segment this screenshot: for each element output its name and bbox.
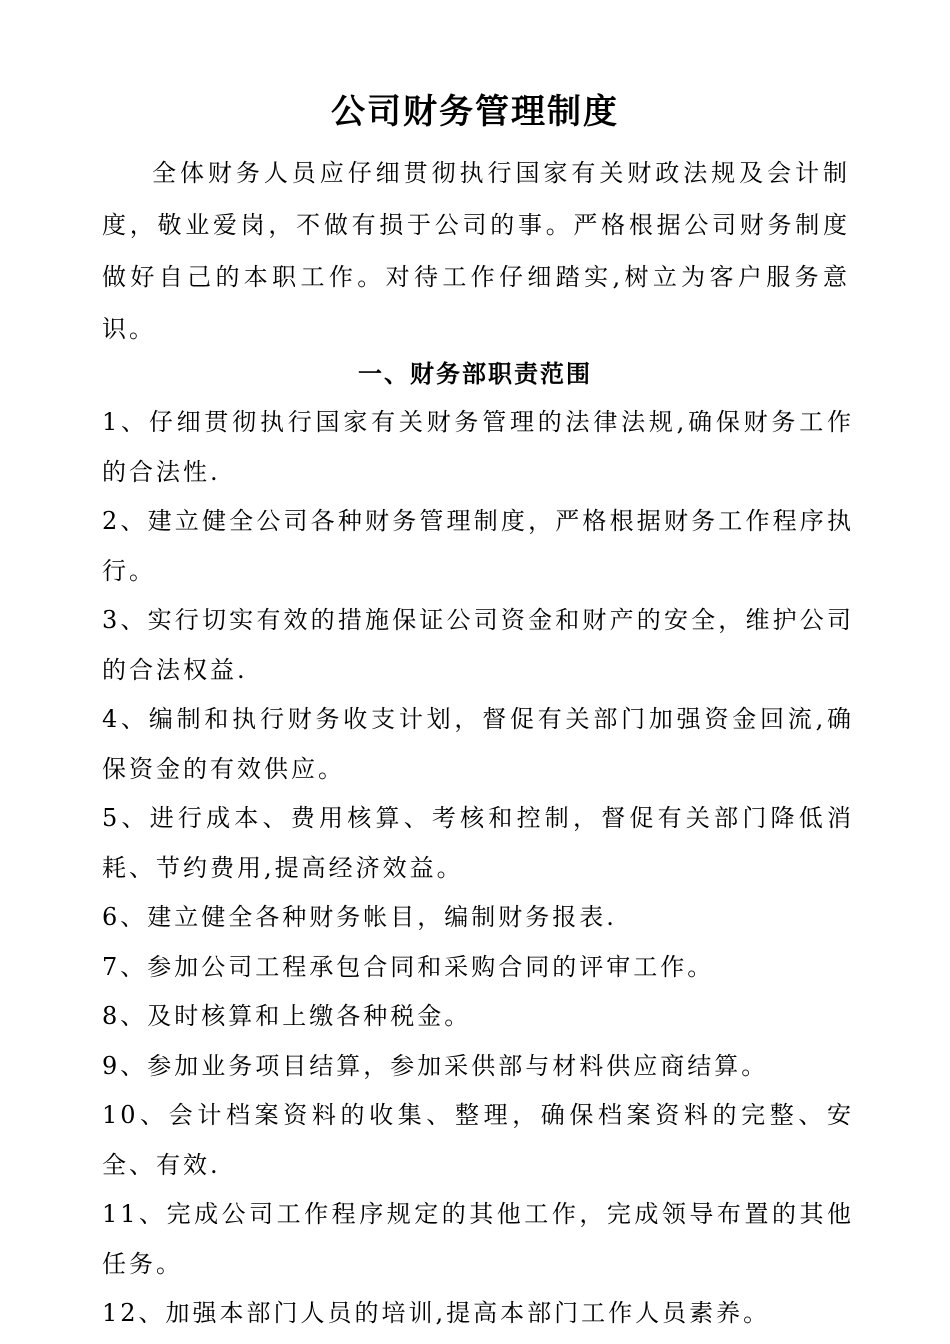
list-item: 5、进行成本、费用核算、考核和控制，督促有关部门降低消耗、节约费用,提高经济效益。 [102, 804, 854, 882]
responsibility-list [102, 398, 854, 1339]
list-item: 12、加强本部门人员的培训,提高本部门工作人员素养。 [102, 1299, 771, 1327]
intro-paragraph: 全体财务人员应仔细贯彻执行国家有关财政法规及会计制度，敬业爱岗，不做有损于公司的事。严格根据公司财务制度做好自己的本职工作。对待工作仔细踏实,树立为客户服务意识。 [102, 159, 850, 343]
list-item: 1、仔细贯彻执行国家有关财务管理的法律法规,确保财务工作的合法性. [102, 408, 854, 486]
list-item: 8、及时核算和上缴各种税金。 [102, 1002, 472, 1030]
list-item: 6、建立健全各种财务帐目，编制财务报表. [102, 903, 617, 931]
list-item: 11、完成公司工作程序规定的其他工作，完成领导布置的其他任务。 [102, 1200, 854, 1278]
list-item: 2、建立健全公司各种财务管理制度，严格根据财务工作程序执行。 [102, 507, 854, 585]
document-title: 公司财务管理制度 [331, 92, 619, 132]
list-item: 10、会计档案资料的收集、整理，确保档案资料的完整、安全、有效. [102, 1101, 854, 1179]
list-item: 4、编制和执行财务收支计划，督促有关部门加强资金回流,确保资金的有效供应。 [102, 705, 854, 783]
list-item: 7、参加公司工程承包合同和采购合同的评审工作。 [102, 952, 715, 981]
list-item: 3、实行切实有效的措施保证公司资金和财产的安全，维护公司的合法权益. [102, 606, 854, 684]
section-heading: 一、财务部职责范围 [358, 360, 592, 388]
list-item: 9、参加业务项目结算，参加采供部与材料供应商结算。 [102, 1051, 769, 1080]
